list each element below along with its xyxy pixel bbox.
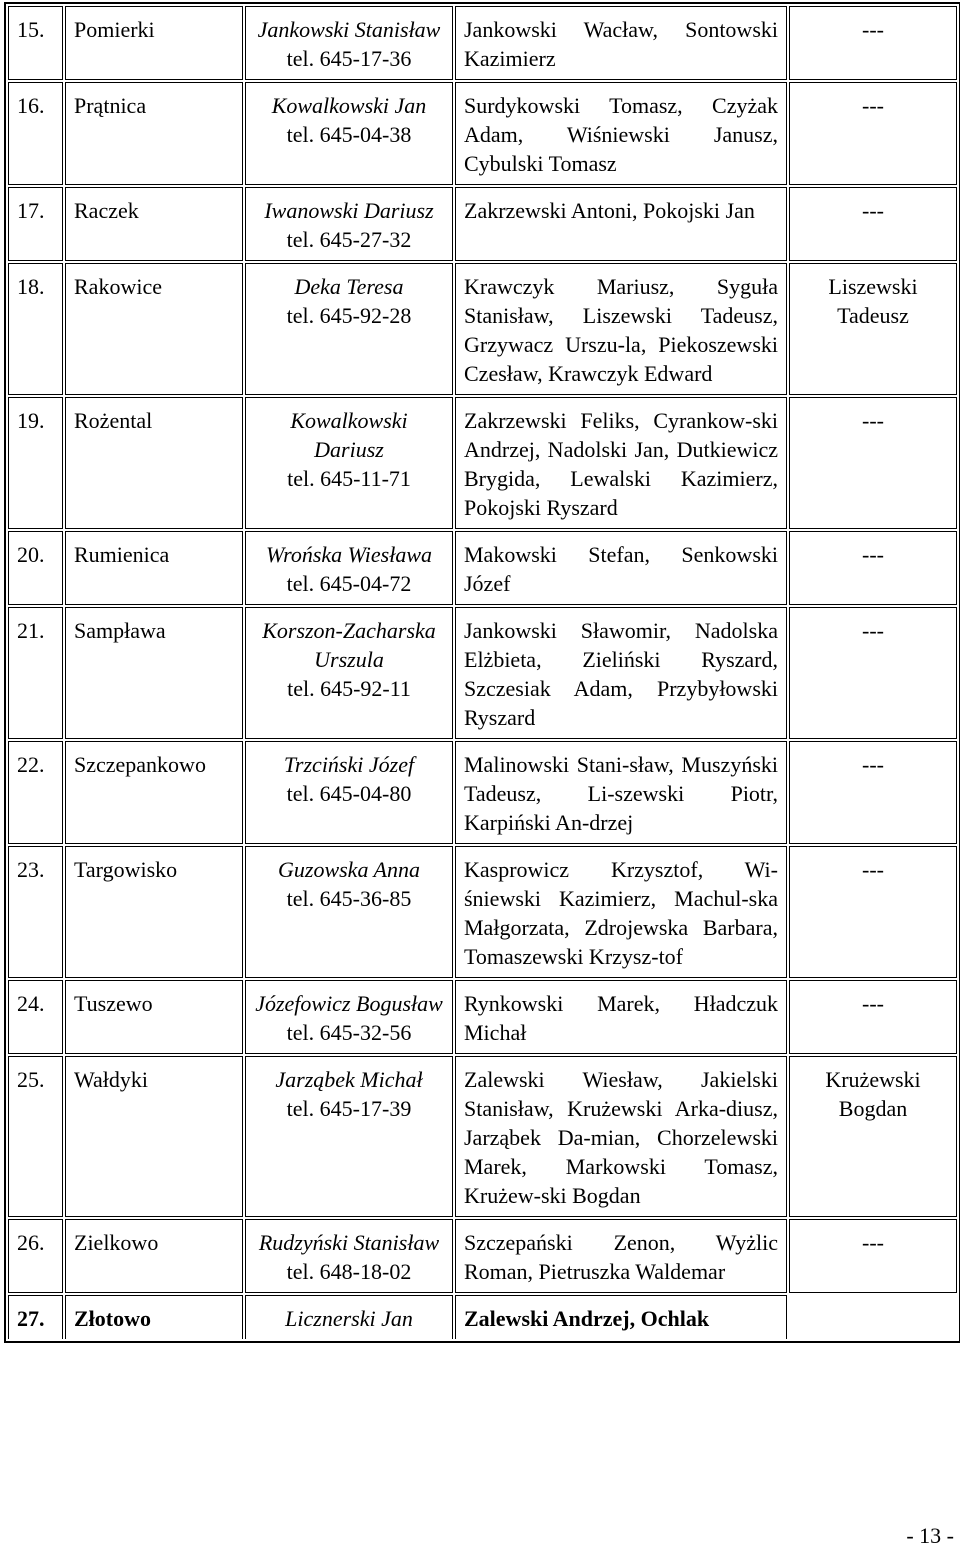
table-row bbox=[8, 1219, 957, 1293]
table-row bbox=[8, 1056, 957, 1217]
council-members: Szczepański Zenon, Wyżlic Roman, Pietruszka Waldemar bbox=[455, 1219, 787, 1293]
table-row bbox=[8, 531, 957, 605]
soltys-cell bbox=[245, 1219, 453, 1293]
row-number: 17. bbox=[8, 187, 63, 261]
soltys-name: Jarząbek Michał bbox=[275, 1067, 423, 1092]
soltys-name: Jankowski Stanisław bbox=[257, 17, 441, 42]
council-members: Jankowski Wacław, Sontowski Kazimierz bbox=[455, 6, 787, 80]
table-row bbox=[8, 1295, 957, 1339]
row-number: 24. bbox=[8, 980, 63, 1054]
table-row bbox=[8, 741, 957, 844]
table-row bbox=[8, 187, 957, 261]
council-chair: --- bbox=[789, 397, 957, 529]
table-row bbox=[8, 263, 957, 395]
soltys-phone: tel. 645-36-85 bbox=[286, 886, 412, 911]
council-members: Surdykowski Tomasz, Czyżak Adam, Wiśniewski Janusz, Cybulski Tomasz bbox=[455, 82, 787, 185]
row-number: 15. bbox=[8, 6, 63, 80]
soltys-name: Iwanowski Dariusz bbox=[264, 198, 434, 223]
soltys-phone: tel. 645-04-38 bbox=[286, 122, 412, 147]
soltys-name: Guzowska Anna bbox=[278, 857, 420, 882]
soltys-name: Józefowicz Bogusław bbox=[255, 991, 443, 1016]
council-chair: --- bbox=[789, 82, 957, 185]
soltys-cell bbox=[245, 531, 453, 605]
council-members: Rynkowski Marek, Hładczuk Michał bbox=[455, 980, 787, 1054]
soltys-phone: tel. 645-92-11 bbox=[287, 676, 411, 701]
soltys-cell bbox=[245, 187, 453, 261]
village-name: Rakowice bbox=[65, 263, 243, 395]
soltys-phone: tel. 645-92-28 bbox=[286, 303, 412, 328]
soltys-cell bbox=[245, 846, 453, 978]
row-number: 27. bbox=[8, 1295, 63, 1339]
page-number: - 13 - bbox=[906, 1523, 954, 1548]
table-row bbox=[8, 607, 957, 739]
council-members: Malinowski Stani-sław, Muszyński Tadeusz, Li-szewski Piotr, Karpiński An-drzej bbox=[455, 741, 787, 844]
row-number: 26. bbox=[8, 1219, 63, 1293]
table-row bbox=[8, 397, 957, 529]
council-members: Kasprowicz Krzysztof, Wi-śniewski Kazimierz, Machul-ska Małgorzata, Zdrojewska Barbara, Tomaszewski Krzysz-tof bbox=[455, 846, 787, 978]
soltys-phone: tel. 648-18-02 bbox=[286, 1259, 412, 1284]
soltys-cell bbox=[245, 82, 453, 185]
row-number: 23. bbox=[8, 846, 63, 978]
council-members: Zakrzewski Feliks, Cyrankow-ski Andrzej, Nadolski Jan, Dutkiewicz Brygida, Lewalski Kazimierz, Pokojski Ryszard bbox=[455, 397, 787, 529]
soltys-name: Rudzyński Stanisław bbox=[258, 1230, 440, 1255]
village-name: Wałdyki bbox=[65, 1056, 243, 1217]
village-name: Rożental bbox=[65, 397, 243, 529]
table-row bbox=[8, 846, 957, 978]
soltys-name: Korszon-Zacharska Urszula bbox=[262, 618, 436, 672]
table-row bbox=[8, 6, 957, 80]
soltys-phone: tel. 645-27-32 bbox=[286, 227, 412, 252]
soltys-phone: tel. 645-17-39 bbox=[286, 1096, 412, 1121]
council-chair: Krużewski Bogdan bbox=[789, 1056, 957, 1217]
council-table bbox=[4, 2, 960, 1343]
council-members: Zalewski Wiesław, Jakielski Stanisław, Krużewski Arka-diusz, Jarząbek Da-mian, Chorzelewski Marek, Markowski Tomasz, Krużew-ski Bogdan bbox=[455, 1056, 787, 1217]
council-chair: --- bbox=[789, 1219, 957, 1293]
soltys-phone: tel. 645-32-56 bbox=[286, 1020, 412, 1045]
council-chair bbox=[789, 1295, 957, 1339]
council-members: Zakrzewski Antoni, Pokojski Jan bbox=[455, 187, 787, 261]
row-number: 22. bbox=[8, 741, 63, 844]
soltys-cell bbox=[245, 263, 453, 395]
row-number: 21. bbox=[8, 607, 63, 739]
soltys-phone: tel. 645-04-72 bbox=[286, 571, 412, 596]
council-members: Makowski Stefan, Senkowski Józef bbox=[455, 531, 787, 605]
village-name: Targowisko bbox=[65, 846, 243, 978]
table-row bbox=[8, 980, 957, 1054]
soltys-cell bbox=[245, 397, 453, 529]
council-members: Jankowski Sławomir, Nadolska Elżbieta, Zieliński Ryszard, Szczesiak Adam, Przybyłowski Ryszard bbox=[455, 607, 787, 739]
soltys-cell bbox=[245, 6, 453, 80]
village-name: Pomierki bbox=[65, 6, 243, 80]
soltys-name: Wrońska Wiesława bbox=[265, 542, 433, 567]
council-chair: --- bbox=[789, 531, 957, 605]
soltys-phone: tel. 645-11-71 bbox=[287, 466, 411, 491]
soltys-cell bbox=[245, 1295, 453, 1339]
soltys-cell bbox=[245, 980, 453, 1054]
soltys-name: Deka Teresa bbox=[294, 274, 404, 299]
council-chair: --- bbox=[789, 846, 957, 978]
village-name: Złotowo bbox=[65, 1295, 243, 1339]
soltys-phone: tel. 645-17-36 bbox=[286, 46, 412, 71]
village-name: Szczepankowo bbox=[65, 741, 243, 844]
row-number: 16. bbox=[8, 82, 63, 185]
soltys-cell bbox=[245, 741, 453, 844]
soltys-name: Kowalkowski Dariusz bbox=[290, 408, 408, 462]
council-table-body bbox=[8, 6, 957, 1339]
council-chair: --- bbox=[789, 741, 957, 844]
village-name: Rumienica bbox=[65, 531, 243, 605]
table-row bbox=[8, 82, 957, 185]
soltys-cell bbox=[245, 607, 453, 739]
council-chair: --- bbox=[789, 187, 957, 261]
village-name: Prątnica bbox=[65, 82, 243, 185]
village-name: Raczek bbox=[65, 187, 243, 261]
soltys-phone: tel. 645-04-80 bbox=[286, 781, 412, 806]
council-members: Krawczyk Mariusz, Syguła Stanisław, Liszewski Tadeusz, Grzywacz Urszu-la, Piekoszewski Czesław, Krawczyk Edward bbox=[455, 263, 787, 395]
soltys-name: Trzciński Józef bbox=[283, 752, 415, 777]
row-number: 19. bbox=[8, 397, 63, 529]
soltys-cell bbox=[245, 1056, 453, 1217]
row-number: 18. bbox=[8, 263, 63, 395]
council-chair: --- bbox=[789, 980, 957, 1054]
village-name: Tuszewo bbox=[65, 980, 243, 1054]
soltys-name: Licznerski Jan bbox=[285, 1306, 413, 1331]
village-name: Sampława bbox=[65, 607, 243, 739]
soltys-name: Kowalkowski Jan bbox=[271, 93, 427, 118]
council-chair: --- bbox=[789, 607, 957, 739]
council-chair: Liszewski Tadeusz bbox=[789, 263, 957, 395]
row-number: 25. bbox=[8, 1056, 63, 1217]
row-number: 20. bbox=[8, 531, 63, 605]
council-chair: --- bbox=[789, 6, 957, 80]
council-members: Zalewski Andrzej, Ochlak bbox=[455, 1295, 787, 1339]
village-name: Zielkowo bbox=[65, 1219, 243, 1293]
